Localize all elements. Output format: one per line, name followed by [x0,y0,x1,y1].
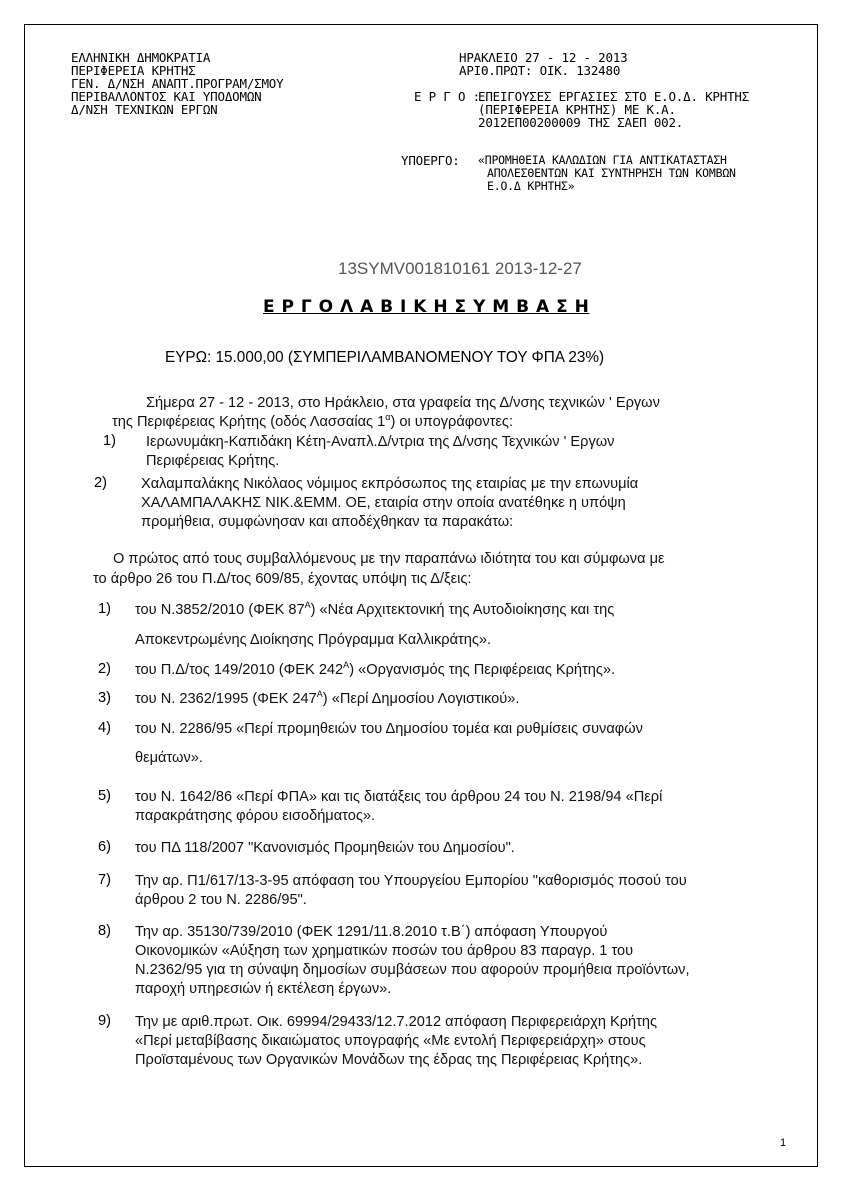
item-1-line-2: Αποκεντρωμένης Διοίκησης Πρόγραμμα Καλλικράτης». [135,632,492,648]
intro-line-2: της Περιφέρειας Κρήτης (οδός Λασσαίας $1^\alpha$) οι υπογράφοντες: [112,412,514,430]
item-number: 1) [98,601,111,617]
item-4-line-2: θεμάτων». [135,750,203,766]
ergo-line: ΕΠΕΙΓΟΥΣΕΣ ΕΡΓΑΣΙΕΣ ΣΤΟ Ε.Ο.Δ. ΚΡΗΤΗΣ [478,89,750,104]
party-number: 1) [103,433,116,449]
item-number: 4) [98,720,111,736]
item-number: 3) [98,690,111,706]
item-3-line-1: του Ν. 2362/1995 (ΦΕΚ $247^A$) «Περί Δημοσίου Λογιστικού». [135,689,520,707]
document-title: Ε Ρ Γ Ο Λ Α Β Ι Κ Η Σ Υ Μ Β Α Σ Η [263,297,590,317]
ypoergo-line: Ε.Ο.Δ ΚΡΗΤΗΣ» [487,179,575,193]
item-number: 6) [98,839,111,855]
page-number: 1 [780,1137,787,1149]
item-1-line-1: του Ν.3852/2010 (ΦΕΚ $87^A$) «Νέα Αρχιτεκτονική της Αυτοδιοίκησης και της [135,600,615,618]
authority-line: ΕΛΛΗΝΙΚΗ ΔΗΜΟΚΡΑΤΙΑ [71,50,211,65]
ypoergo-description [478,154,736,193]
authority-line: ΠΕΡΙΒΑΛΛΟΝΤΟΣ ΚΑΙ ΥΠΟΔΟΜΩΝ [71,89,262,104]
authority-line: Δ/ΝΣΗ ΤΕΧΝΙΚΩΝ ΕΡΓΩΝ [71,102,218,117]
item-7-line-2: άρθρου 2 του Ν. 2286/95". [135,892,307,908]
item-number: 7) [98,872,111,888]
item-number: 2) [98,661,111,677]
issuing-authority [71,51,283,116]
ypoergo-line: «ΠΡΟΜΗΘΕΙΑ ΚΑΛΩΔΙΩΝ ΓΙΑ ΑΝΤΙΚΑΤΑΣΤΑΣΗ [478,153,727,167]
party-1-text: Ιερωνυμάκη-Καπιδάκη Κέτη-Αναπλ.Δ/ντρια της Δ/νσης Τεχνικών ' Εργων Περιφέρειας Κρήτης. [146,434,615,469]
item-8-text: Την αρ. 35130/739/2010 (ΦΕΚ 1291/11.8.2010 τ.Β΄) απόφαση Υπουργού Οικονομικών «Αύξηση των χρηματικών ποσών του άρθρου 83 παραγρ. 1 του Ν.2362/95 για τη σύναψη δημοσίων συμβάσεων που αφορούν προμήθεια προϊόντων, παροχή υπηρεσιών ή εκτέλεση έργων». [135,924,690,997]
item-5-line-2: παρακράτησης φόρου εισοδήματος». [135,808,376,824]
item-7-line-1: Την αρ. Π1/617/13-3-95 απόφαση του Υπουργείου Εμπορίου "καθορισμός ποσού του [135,873,687,889]
intro-line-1: Σήμερα 27 - 12 - 2013, στο Ηράκλειο, στα γραφεία της Δ/νσης τεχνικών ' Εργων [146,395,660,411]
ergo-description [478,90,749,129]
party-2-text: Χαλαμπαλάκης Νικόλαος νόμιμος εκπρόσωπος της εταιρίας με την επωνυμία ΧΑΛΑΜΠΑΛΑΚΗΣ ΝΙΚ.&ΕΜΜ. ΟΕ, εταιρία στην οποία ανατέθηκε η υπόψη προμήθεια, συμφώνησαν και αποδέχθηκαν τα παρακάτω: [141,476,639,530]
item-9-text: Την με αριθ.πρωτ. Οικ. 69994/29433/12.7.2012 απόφαση Περιφερειάρχη Κρήτης «Περί μεταβίβασης δικαιώματος υπογραφής «Με εντολή Περιφερειάρχη» στους Προϊσταμένους των Οργανικών Μονάδων της έδρας της Περιφέρειας Κρήτης». [135,1014,658,1068]
item-5-line-1: του Ν. 1642/86 «Περί ΦΠΑ» και τις διατάξεις του άρθρου 24 του Ν. 2198/94 «Περί [135,789,663,805]
ada-code: 13SYMV001810161 2013-12-27 [338,259,582,278]
ergo-label: Ε Ρ Γ Ο : [414,89,480,104]
item-number: 8) [98,923,111,939]
ergo-line: (ΠΕΡΙΦΕΡΕΙΑ ΚΡΗΤΗΣ) ΜΕ Κ.Α. [478,102,676,117]
item-2-line-1: του Π.Δ/τος 149/2010 (ΦΕΚ $242^A$) «Οργανισμός της Περιφέρειας Κρήτης». [135,660,616,678]
item-4-line-1: του Ν. 2286/95 «Περί προμηθειών του Δημοσίου τομέα και ρυθμίσεις συναφών [135,721,643,737]
party-number: 2) [94,475,107,491]
authority-line: ΓΕΝ. Δ/ΝΣΗ ΑΝΑΠΤ.ΠΡΟΓΡΑΜ/ΣΜΟΥ [71,76,284,91]
ypoergo-label: ΥΠΟΕΡΓΟ: [401,153,460,168]
ergo-line: 2012ΕΠ00200009 ΤΗΣ ΣΑΕΠ 002. [478,115,684,130]
paragraph-line-2: το άρθρο 26 του Π.Δ/τος 609/85, έχοντας υπόψη τις Δ/ξεις: [93,571,472,587]
protocol-number: ΑΡΙΘ.ΠΡΩΤ: ΟΙΚ. 132480 [459,63,621,78]
item-number: 5) [98,788,111,804]
authority-line: ΠΕΡΙΦΕΡΕΙΑ ΚΡΗΤΗΣ [71,63,196,78]
contract-amount: ΕΥΡΩ: 15.000,00 (ΣΥΜΠΕΡΙΛΑΜΒΑΝΟΜΕΝΟΥ ΤΟΥ ΦΠΑ 23%) [165,349,605,366]
paragraph-line-1: Ο πρώτος από τους συμβαλλόμενους με την παραπάνω ιδιότητα του και σύμφωνα με [113,551,665,567]
document-date: ΗΡΑΚΛΕΙΟ 27 - 12 - 2013 [459,50,628,65]
item-number: 9) [98,1013,111,1029]
item-6-line-1: του ΠΔ 118/2007 "Κανονισμός Προμηθειών του Δημοσίου". [135,840,515,856]
ypoergo-line: ΑΠΟΛΕΣΘΕΝΤΩΝ ΚΑΙ ΣΥΝΤΗΡΗΣΗ ΤΩΝ ΚΟΜΒΩΝ [487,166,736,180]
